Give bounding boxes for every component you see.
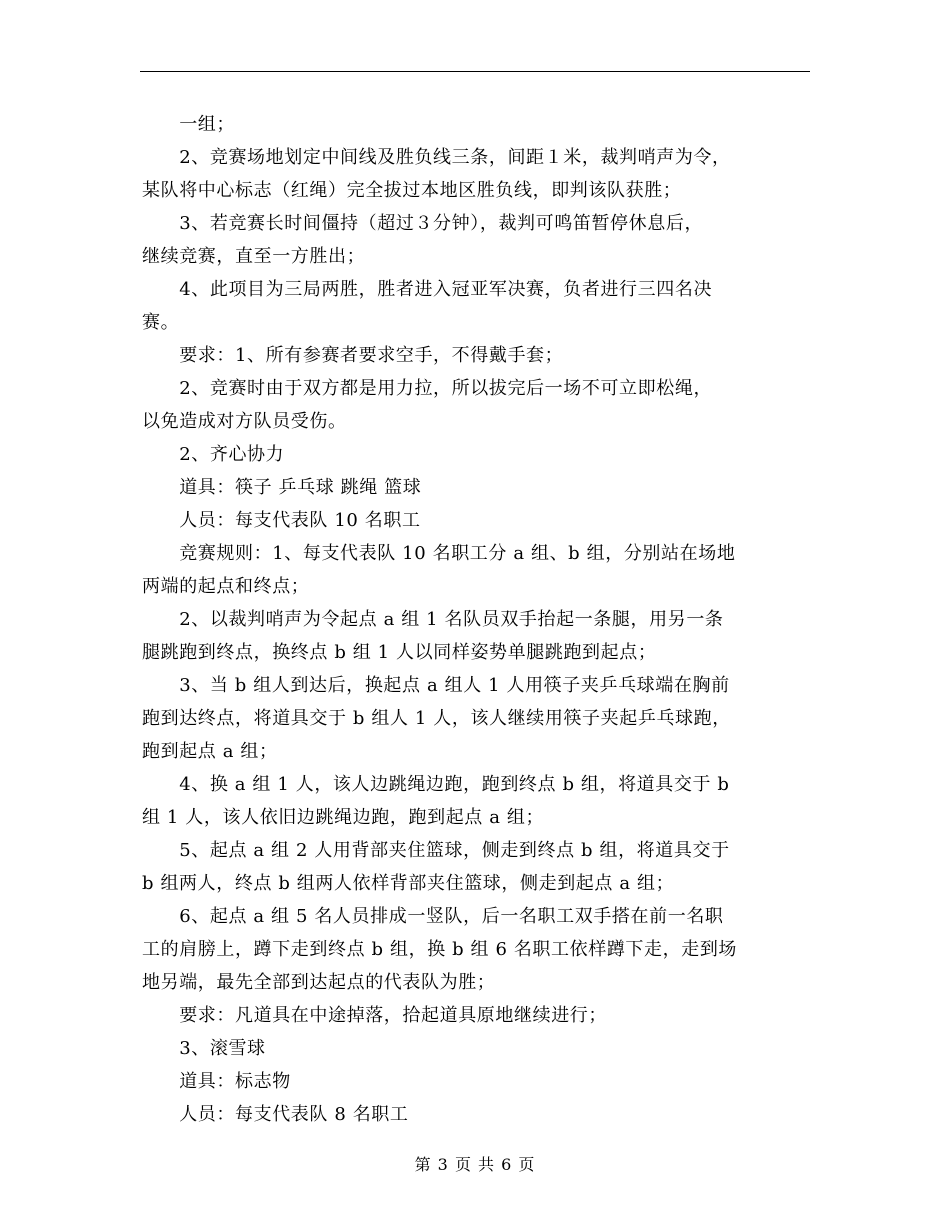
text-line: 要求：1、所有参赛者要求空手，不得戴手套； bbox=[142, 345, 564, 366]
text-line: 竞赛规则：1、每支代表队 10 名职工分 a 组、b 组，分别站在场地 bbox=[142, 543, 736, 564]
text-line: b 组两人，终点 b 组两人依样背部夹住篮球，侧走到起点 a 组； bbox=[142, 873, 675, 894]
text-line: 某队将中心标志（红绳）完全拔过本地区胜负线，即判该队获胜； bbox=[142, 180, 682, 201]
text-line: 地另端，最先全部到达起点的代表队为胜； bbox=[142, 972, 496, 993]
text-line: 两端的起点和终点； bbox=[142, 576, 310, 597]
text-line: 跑到达终点，将道具交于 b 组人 1 人，该人继续用筷子夹起乒乓球跑， bbox=[142, 708, 731, 729]
text-line: 一组； bbox=[142, 114, 235, 135]
text-line: 4、换 a 组 1 人，该人边跳绳边跑，跑到终点 b 组，将道具交于 b bbox=[142, 774, 730, 795]
text-line: 道具：筷子 乒乓球 跳绳 篮球 bbox=[142, 477, 422, 498]
text-line: 2、竞赛时由于双方都是用力拉，所以拔完后一场不可立即松绳， bbox=[142, 378, 713, 399]
text-line: 道具：标志物 bbox=[142, 1071, 291, 1092]
text-line: 要求：凡道具在中途掉落，拾起道具原地继续进行； bbox=[142, 1005, 607, 1026]
text-line: 3、当 b 组人到达后，换起点 a 组人 1 人用筷子夹乒乓球端在胸前 bbox=[142, 675, 730, 696]
text-line: 人员：每支代表队 10 名职工 bbox=[142, 510, 421, 531]
text-line: 2、齐心协力 bbox=[142, 444, 285, 465]
text-line: 跑到起点 a 组； bbox=[142, 741, 278, 762]
page-number-footer: 第 3 页 共 6 页 bbox=[414, 1155, 536, 1174]
text-line: 工的肩膀上，蹲下走到终点 b 组，换 b 组 6 名职工依样蹲下走，走到场 bbox=[142, 939, 738, 960]
text-line: 继续竞赛，直至一方胜出； bbox=[142, 246, 366, 267]
text-line: 以免造成对方队员受伤。 bbox=[142, 411, 347, 432]
text-line: 4、此项目为三局两胜，胜者进入冠亚军决赛，负者进行三四名决 bbox=[142, 279, 713, 300]
text-line: 人员：每支代表队 8 名职工 bbox=[142, 1104, 409, 1125]
text-line: 腿跳跑到终点，换终点 b 组 1 人以同样姿势单腿跳跑到起点； bbox=[142, 642, 657, 663]
document-body bbox=[142, 108, 812, 1131]
text-line: 组 1 人，该人依旧边跳绳边跑，跑到起点 a 组； bbox=[142, 807, 545, 828]
text-line: 5、起点 a 组 2 人用背部夹住篮球，侧走到终点 b 组，将道具交于 bbox=[142, 840, 730, 861]
text-line: 赛。 bbox=[142, 312, 180, 333]
text-line: 3、若竞赛长时间僵持（超过３分钟），裁判可鸣笛暂停休息后， bbox=[142, 213, 704, 234]
text-line: 2、竞赛场地划定中间线及胜负线三条，间距１米，裁判哨声为令， bbox=[142, 147, 731, 168]
text-line: 2、以裁判哨声为令起点 a 组 1 名队员双手抬起一条腿，用另一条 bbox=[142, 609, 724, 630]
text-line: 3、滚雪球 bbox=[142, 1038, 266, 1059]
header-rule bbox=[140, 71, 810, 72]
text-line: 6、起点 a 组 5 名人员排成一竖队，后一名职工双手搭在前一名职 bbox=[142, 906, 724, 927]
